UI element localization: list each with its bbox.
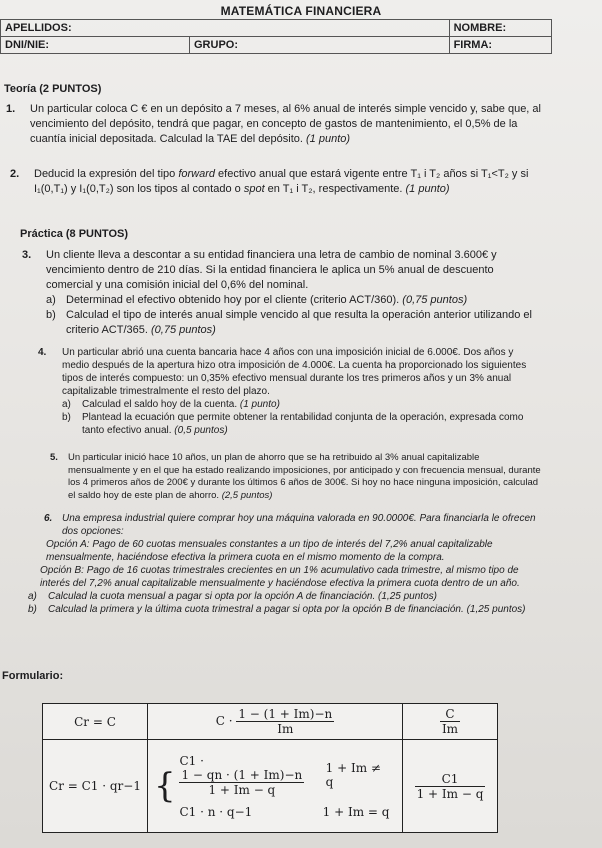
sub-text: Calculad el tipo de interés anual simple vencido al que resulta la operación anterior utilizando el criterio ACT/365. xyxy=(66,309,532,336)
question-intro: Una empresa industrial quiere comprar hoy una máquina valorada en 90.0000€. Para financiarla le ofrecen dos opciones: xyxy=(62,513,536,537)
question-text: en T₁ i T₂, respectivamente. xyxy=(264,183,403,195)
formula-cell xyxy=(148,704,403,740)
sub-points: (0,75 puntos) xyxy=(402,294,468,306)
question-text: Un particular coloca C € en un depósito a 7 meses, al 6% anual de interés simple vencido y, sabe que, al vencimiento del depósito, tendrá que pagar, en concepto de gastos de mantenimiento, el 0,5% de la cuantía inicial depositada. Calculad la TAE del depósito. xyxy=(30,103,541,145)
question-text: Deducid la expresión del tipo xyxy=(34,168,179,180)
subquestion-b xyxy=(62,411,540,437)
formula-text: C1 · n · q−1 xyxy=(179,804,253,819)
sub-points: (0,75 puntos) xyxy=(150,324,216,336)
nombre-field[interactable]: NOMBRE: xyxy=(449,20,551,37)
student-info-table xyxy=(0,19,552,54)
question-3 xyxy=(22,248,542,338)
sub-label: b) xyxy=(46,309,56,321)
subquestion-a xyxy=(62,398,540,411)
fraction xyxy=(440,707,460,736)
question-points: (2,5 puntos) xyxy=(221,489,273,501)
apellidos-field[interactable]: APELLIDOS: xyxy=(1,20,450,37)
firma-field[interactable]: FIRMA: xyxy=(449,37,551,54)
piecewise-row xyxy=(179,805,389,819)
practice-heading: Práctica (8 PUNTOS) xyxy=(20,228,129,240)
denominator: Im xyxy=(441,722,459,736)
formula-table xyxy=(42,703,498,833)
formula-text: C1 · xyxy=(179,753,204,768)
question-number: 3. xyxy=(22,249,32,261)
sub-points: (1,25 puntos) xyxy=(466,604,526,615)
fraction xyxy=(179,768,304,797)
sub-points: (1,25 puntos) xyxy=(378,591,437,602)
numerator: 1 − qn · (1 + Im)−n xyxy=(181,767,303,782)
sub-label: b) xyxy=(62,412,71,423)
sub-points: (1 punto) xyxy=(239,399,280,410)
subquestion-a xyxy=(28,590,546,603)
formula-cell: Cr = C1 · qr−1 xyxy=(43,740,148,833)
sub-label: a) xyxy=(28,591,37,602)
condition: 1 + Im ≠ q xyxy=(325,761,381,789)
denominator: 1 + Im − q xyxy=(208,782,276,797)
dni-field[interactable]: DNI/NIE: xyxy=(1,37,190,54)
option-b: Opción B: Pago de 16 cuotas trimestrales crecientes en un 1% acumulativo cada trimestre, al mismo tipo de interés del 7,2% anual capitalizable mensualmente y haciéndose efectiva la primera cuota dentro de un año. xyxy=(40,565,520,589)
course-title: MATEMÁTICA FINANCIERA xyxy=(220,4,382,18)
subquestion-b xyxy=(28,603,546,616)
question-number: 5. xyxy=(50,452,58,463)
numerator: C1 xyxy=(415,772,486,787)
denominator: Im xyxy=(277,722,294,736)
question-text: Un particular inició hace 10 años, un plan de ahorro que se ha retribuido al 3% anual capitalizable mensualmente y en el que ha estado realizando imposiciones, por anticipado y con frecuencia mensual, durante los 4 primeros años de 200€ y durante los últimos 6 años de 300€. Si hoy no hace ninguna imposición, calculad el saldo hoy de este plan de ahorro. xyxy=(68,452,541,501)
question-number: 4. xyxy=(38,347,47,358)
sub-text: Determinad el efectivo obtenido hoy por el cliente (criterio ACT/360). xyxy=(66,294,400,306)
sub-label: b) xyxy=(28,604,37,615)
fraction xyxy=(415,772,486,801)
fraction xyxy=(236,707,334,736)
question-number: 6. xyxy=(44,513,53,524)
question-points: (1 punto) xyxy=(306,133,351,145)
option-a: Opción A: Pago de 60 cuotas mensuales constantes a un tipo de interés del 7,2% anual capitalizable mensualmente, haciéndose efectiva la primera cuota en el mismo momento de la compra. xyxy=(46,539,493,563)
formula-cell: Cr = C xyxy=(43,704,148,740)
sub-points: (0,5 puntos) xyxy=(174,425,228,436)
theory-heading: Teoría (2 PUNTOS) xyxy=(4,83,102,95)
question-text: efectivo anual que estará vigente entre T₁ i T₂ años si T₁<T₂ y si I₁(0,T₁) y I₁(0,T₂) son los tipos al contado o xyxy=(34,168,529,195)
condition: 1 + Im = q xyxy=(322,804,390,819)
question-text: Un particular abrió una cuenta bancaria hace 4 años con una imposición inicial de 6.000€. Dos años y medio después de la apertura hizo otra imposición de 4.000€. La cuenta ha proporcionado los siguientes tipos de interés compuesto: un 0,35% efectivo mensual durante los tres primeros años y un 3% anual capitalizable trimestralmente el resto del plazo. xyxy=(62,347,527,397)
question-4 xyxy=(38,346,540,437)
sub-label: a) xyxy=(62,399,71,410)
grupo-field[interactable]: GRUPO: xyxy=(190,37,450,54)
sub-text: Calculad la cuota mensual a pagar si opta por la opción A de financiación. xyxy=(48,591,376,602)
sub-label: a) xyxy=(46,294,56,306)
question-6 xyxy=(22,512,546,616)
question-text: Un cliente lleva a descontar a su entidad financiera una letra de cambio de nominal 3.600€ y vencimiento dentro de 210 días. Si la entidad financiera le aplica un 5% anual de descuento comercial y una comisión inicial del 0,6% del nominal. xyxy=(46,249,497,291)
formula-text: C · xyxy=(215,714,233,728)
question-5 xyxy=(50,452,542,502)
piecewise-block xyxy=(179,754,389,819)
subquestion-a xyxy=(46,293,542,308)
term-forward: forward xyxy=(178,168,215,180)
sub-text: Calculad el saldo hoy de la cuenta. xyxy=(82,399,238,410)
question-2 xyxy=(10,167,546,197)
question-points: (1 punto) xyxy=(405,183,450,195)
formulario-heading: Formulario: xyxy=(2,670,64,682)
question-number: 2. xyxy=(10,168,20,180)
formula-cell xyxy=(148,740,403,833)
question-1 xyxy=(6,102,546,147)
sub-text: Plantead la ecuación que permite obtener la rentabilidad conjunta de la operación, expresada como tanto efectivo anual. xyxy=(82,412,524,436)
numerator: 1 − (1 + Im)−n xyxy=(238,707,333,721)
piecewise-row xyxy=(179,754,389,797)
formula-cell xyxy=(403,740,498,833)
numerator: C xyxy=(440,707,460,722)
denominator: 1 + Im − q xyxy=(416,786,484,801)
left-brace-icon: { xyxy=(154,766,176,806)
question-number: 1. xyxy=(6,103,16,115)
sub-text: Calculad la primera y la última cuota trimestral a pagar si opta por la opción B de financiación. xyxy=(48,604,464,615)
term-spot: spot xyxy=(243,183,265,195)
formula-cell xyxy=(403,704,498,740)
subquestion-b xyxy=(46,308,542,338)
